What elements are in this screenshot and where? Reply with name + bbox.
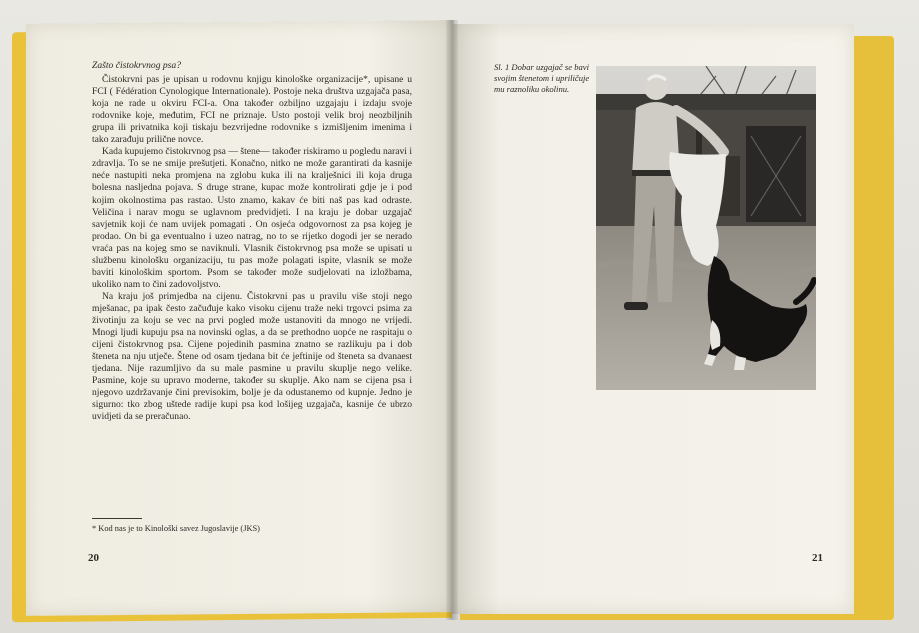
left-page-text <box>92 60 412 423</box>
paragraph: Čistokrvni pas je upisan u rodovnu knjigu kinološke organizacije*, upisane u FCI ( Fédération Cynologique Internationale). Postoje neka društva uzgajača pasa, koja ne rade u okviru FCI-a. Ona također ozbiljno uzgajaju i izdaju svoje rodovnike koje, međutim, FCI ne priznaje. Usto postoji velik broj neozbiljnih grupa ili privatnika koji tiskaju bezvrijedne rodovnike s izmišljenim imenima i tako zarađuju prilične novce. <box>92 74 412 146</box>
man-with-dog-photo-illustration <box>596 66 816 390</box>
page-number-right: 21 <box>812 552 823 564</box>
paragraph: Na kraju još primjedba na cijenu. Čistokrvni pas u pravilu više stoji nego mješanac, pa ipak često začuđuje kako visoku cijenu traže neki trgovci psima za životinju za koju se vec na prvi pogled može ustanoviti da mnogo ne vrijedi. Mnogi ljudi kupuju psa na novinski oglas, a da se prethodno uopće ne raspitaju o cijeni čistokrvnog psa. Cijene pojedinih pasmina znatno se razlikuju pa i dob šteneta na nju utječe. Štene od osam tjedana bit će jeftinije od šteneta sa dvanaest tjedana. Nije razumljivo da su male pasmine u pravilu skuplje nego velike. Pasmine, koje su upravo moderne, također su skuplje. Ako nam se cijena psa i njegovo uzdržavanje čini previsokim, bolje je da odustanemo od kupnje. Jedno je sigurno: tko zbog uštede radije kupi psa kod lošijeg uzgajača, kasnije će ubrzo uvidjeti da se preračunao. <box>92 290 412 423</box>
book-gutter <box>446 20 458 620</box>
section-heading: Zašto čistokrvnog psa? <box>92 60 182 71</box>
page-number-left: 20 <box>88 552 99 564</box>
figure-caption: Sl. 1 Dobar uzgajač se bavi svojim štenetom i upriličuje mu raznoliku okolinu. <box>494 62 590 94</box>
figure-photo <box>596 66 816 390</box>
footnote-divider <box>92 518 142 519</box>
paragraph: Kada kupujemo čistokrvnog psa — štene— također riskiramo u pogledu naravi i zdravlja. To se ne smije prešutjeti. Konačno, nitko ne može garantirati da kasnije neće nastupiti neka promjena na zglobu kuka ili na kralješnici ili koja druga bolesna nasljedna pojava. S druge strane, kupac može kontrolirati gdje je i pod kojim okolnostima pas rastao. Usto znamo, kakav će biti naš pas kad odraste. Veličina i narav mogu se uglavnom predvidjeti. I na kraju je dobar uzgajač savjetnik koji će nam uvijek pomagati . On osjeća odgovornost za psa kojeg je prodao. On bi ga eventualno i uzeo natrag, no to se rijetko dogodi jer se nerado vraća pas na kojeg smo se naviknuli. Vlasnik čistokrvnog psa može se upisati u službenu kinološku organizaciju, tu pas može polagati ispite, vlasnik se može baviti kinološkim sportom. Psom se također može sudjelovati na izložbama, ukoliko nam to čini zadovoljstvo. <box>92 146 412 290</box>
footnote: * Kod nas je to Kinološki savez Jugoslavije (JKS) <box>92 524 260 533</box>
